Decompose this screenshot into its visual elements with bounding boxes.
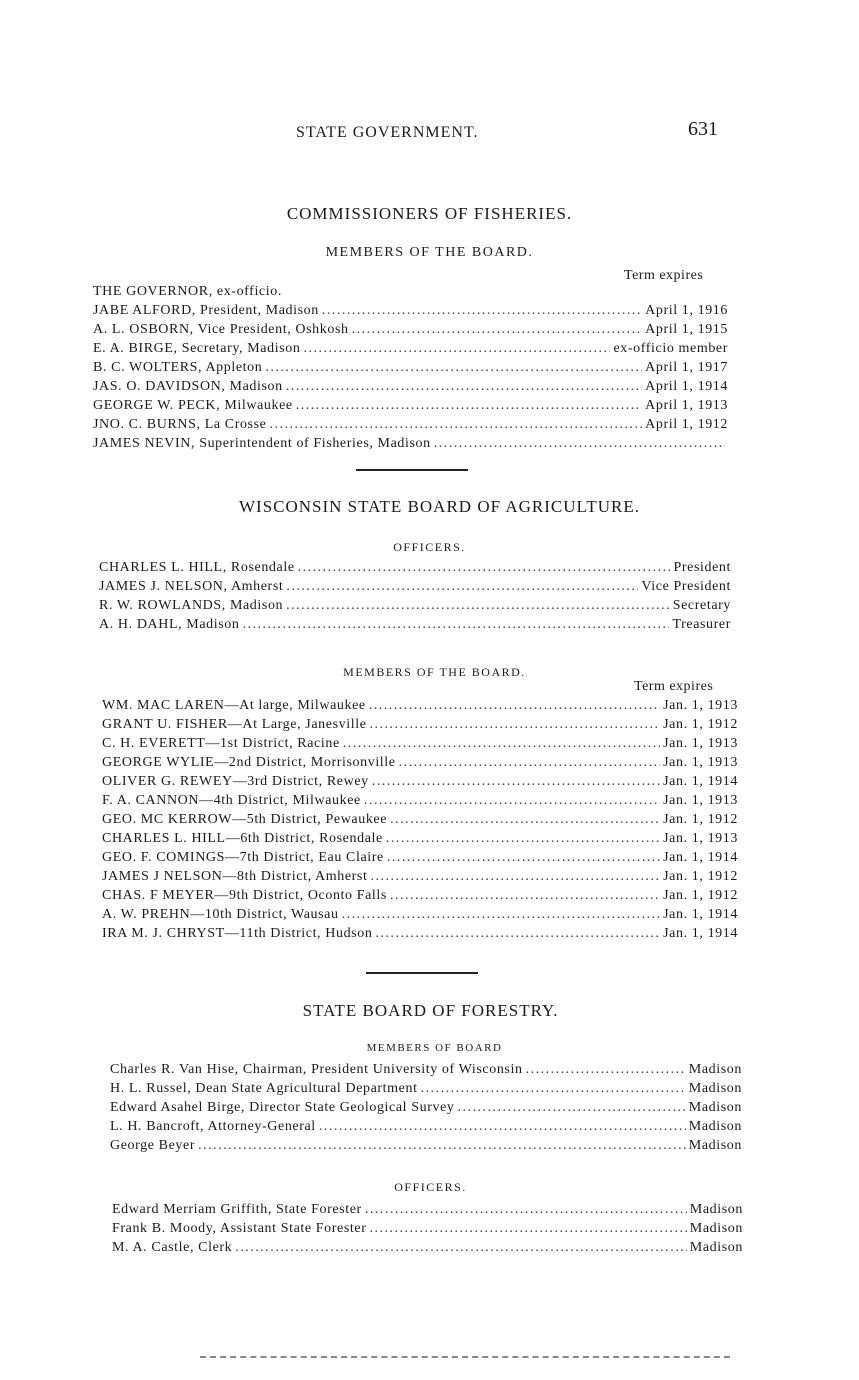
agriculture-officer-row — [99, 579, 731, 598]
dot-leader — [296, 398, 642, 414]
member-term: Jan. 1, 1913 — [663, 698, 738, 713]
officer-name: Frank B. Moody, Assistant State Forester — [112, 1221, 367, 1236]
fisheries-member-row — [93, 379, 728, 398]
fisheries-member-row — [93, 360, 728, 379]
dot-leader — [386, 831, 660, 847]
dot-leader — [319, 1119, 686, 1135]
member-term: Jan. 1, 1912 — [663, 717, 738, 732]
member-place: Madison — [688, 1081, 742, 1096]
dot-leader — [372, 774, 660, 790]
member-name: JAMES J NELSON—8th District, Amherst — [102, 869, 368, 884]
agriculture-member-row — [102, 774, 738, 793]
member-term: April 1, 1913 — [645, 398, 728, 413]
dot-leader — [235, 1240, 687, 1256]
member-name: A. L. OSBORN, Vice President, Oshkosh — [93, 322, 349, 337]
forestry-officer-row — [112, 1240, 743, 1259]
agriculture-member-row — [102, 869, 738, 888]
agriculture-member-row — [102, 698, 738, 717]
member-term: Jan. 1, 1913 — [663, 793, 738, 808]
member-term: Jan. 1, 1914 — [663, 907, 738, 922]
dot-leader — [365, 1202, 687, 1218]
dot-leader — [370, 869, 660, 885]
officer-name: R. W. ROWLANDS, Madison — [99, 598, 284, 613]
member-term: Jan. 1, 1912 — [663, 869, 738, 884]
fisheries-title: COMMISSIONERS OF FISHERIES. — [286, 204, 573, 223]
forestry-member-row — [110, 1138, 742, 1157]
officer-role: President — [673, 560, 731, 575]
member-name: JNO. C. BURNS, La Crosse — [93, 417, 267, 432]
member-name: THE GOVERNOR, ex-officio. — [93, 284, 282, 299]
member-term: April 1, 1917 — [645, 360, 728, 375]
dot-leader — [342, 907, 661, 923]
dot-leader — [458, 1100, 686, 1116]
agriculture-term-label: Term expires — [634, 679, 714, 694]
officer-name: A. H. DAHL, Madison — [99, 617, 240, 632]
member-term: Jan. 1, 1913 — [663, 831, 738, 846]
dot-leader — [286, 579, 638, 595]
agriculture-officer-row — [99, 617, 731, 636]
member-name: L. H. Bancroft, Attorney-General — [110, 1119, 316, 1134]
member-term: Jan. 1, 1914 — [663, 926, 738, 941]
section-divider — [356, 469, 468, 471]
fisheries-term-label: Term expires — [624, 268, 704, 283]
agriculture-members-list — [102, 698, 738, 945]
forestry-member-row — [110, 1100, 742, 1119]
agriculture-member-row — [102, 793, 738, 812]
dot-leader — [198, 1138, 686, 1154]
officer-role: Secretary — [672, 598, 731, 613]
section-divider — [366, 972, 478, 974]
member-term: Jan. 1, 1913 — [663, 736, 738, 751]
member-place: Madison — [688, 1119, 742, 1134]
fisheries-member-row — [93, 398, 728, 417]
dot-leader — [526, 1062, 686, 1078]
member-term: April 1, 1916 — [645, 303, 728, 318]
fisheries-subtitle: MEMBERS OF THE BOARD. — [325, 245, 534, 260]
member-term: April 1, 1914 — [645, 379, 728, 394]
agriculture-member-row — [102, 907, 738, 926]
forestry-member-row — [110, 1081, 742, 1100]
member-name: WM. MAC LAREN—At large, Milwaukee — [102, 698, 366, 713]
fisheries-member-row — [93, 341, 728, 360]
agriculture-member-row — [102, 926, 738, 945]
member-name: GEORGE WYLIE—2nd District, Morrisonville — [102, 755, 396, 770]
member-term: Jan. 1, 1912 — [663, 888, 738, 903]
officer-place: Madison — [689, 1202, 743, 1217]
officer-name: JAMES J. NELSON, Amherst — [99, 579, 284, 594]
agriculture-officer-row — [99, 598, 731, 617]
dot-leader — [286, 379, 642, 395]
fisheries-member-row — [93, 322, 728, 341]
forestry-member-row — [110, 1119, 742, 1138]
agriculture-members-title: MEMBERS OF THE BOARD. — [343, 665, 526, 679]
member-name: C. H. EVERETT—1st District, Racine — [102, 736, 340, 751]
officer-place: Madison — [689, 1240, 743, 1255]
footer-rule — [200, 1356, 730, 1358]
member-place: Madison — [688, 1062, 742, 1077]
member-name: JAMES NEVIN, Superintendent of Fisheries, Madison — [93, 436, 431, 451]
dot-leader — [303, 341, 610, 357]
member-term: ex-officio member — [613, 341, 728, 356]
agriculture-member-row — [102, 831, 738, 850]
officer-name: CHARLES L. HILL, Rosendale — [99, 560, 295, 575]
member-name: GEO. MC KERROW—5th District, Pewaukee — [102, 812, 388, 827]
forestry-member-row — [110, 1062, 742, 1081]
dot-leader — [370, 717, 661, 733]
officer-name: Edward Merriam Griffith, State Forester — [112, 1202, 362, 1217]
fisheries-member-row — [93, 417, 728, 436]
member-name: OLIVER G. REWEY—3rd District, Rewey — [102, 774, 369, 789]
member-name: B. C. WOLTERS, Appleton — [93, 360, 263, 375]
agriculture-member-row — [102, 812, 738, 831]
agriculture-title: WISCONSIN STATE BOARD OF AGRICULTURE. — [238, 497, 640, 516]
officer-role: Vice President — [641, 579, 731, 594]
page-number: 631 — [688, 118, 718, 140]
agriculture-member-row — [102, 755, 738, 774]
dot-leader — [322, 303, 642, 319]
dot-leader — [399, 755, 661, 771]
member-term: April 1, 1915 — [645, 322, 728, 337]
dot-leader — [286, 598, 670, 614]
member-name: JABE ALFORD, President, Madison — [93, 303, 319, 318]
member-name: George Beyer — [110, 1138, 196, 1153]
agriculture-member-row — [102, 717, 738, 736]
agriculture-officers-title: OFFICERS. — [393, 540, 466, 554]
dot-leader — [343, 736, 660, 752]
member-name: GRANT U. FISHER—At Large, Janesville — [102, 717, 367, 732]
fisheries-members-list — [93, 284, 728, 455]
fisheries-member-row — [93, 436, 728, 455]
member-name: IRA M. J. CHRYST—11th District, Hudson — [102, 926, 373, 941]
officer-place: Madison — [689, 1221, 743, 1236]
member-term: Jan. 1, 1913 — [663, 755, 738, 770]
member-name: JAS. O. DAVIDSON, Madison — [93, 379, 283, 394]
dot-leader — [364, 793, 660, 809]
agriculture-officer-row — [99, 560, 731, 579]
agriculture-member-row — [102, 850, 738, 869]
member-name: CHARLES L. HILL—6th District, Rosendale — [102, 831, 383, 846]
dot-leader — [243, 617, 670, 633]
forestry-officers-title: OFFICERS. — [394, 1180, 467, 1194]
agriculture-member-row — [102, 888, 738, 907]
member-name: GEO. F. COMINGS—7th District, Eau Claire — [102, 850, 384, 865]
dot-leader — [375, 926, 660, 942]
dot-leader — [369, 698, 660, 714]
dot-leader — [265, 360, 642, 376]
forestry-members-list — [110, 1062, 742, 1157]
member-term: Jan. 1, 1912 — [663, 812, 738, 827]
forestry-officers-list — [112, 1202, 743, 1259]
member-name: H. L. Russel, Dean State Agricultural Department — [110, 1081, 418, 1096]
officer-name: M. A. Castle, Clerk — [112, 1240, 233, 1255]
forestry-members-title: MEMBERS OF BOARD — [366, 1042, 503, 1054]
fisheries-member-row — [93, 284, 728, 303]
member-place: Madison — [688, 1138, 742, 1153]
running-title: STATE GOVERNMENT. — [296, 124, 479, 141]
forestry-title: STATE BOARD OF FORESTRY. — [302, 1001, 559, 1020]
member-term: Jan. 1, 1914 — [663, 850, 738, 865]
agriculture-member-row — [102, 736, 738, 755]
member-term: Jan. 1, 1914 — [663, 774, 738, 789]
dot-leader — [387, 850, 660, 866]
agriculture-officers-list — [99, 560, 731, 636]
member-name: Charles R. Van Hise, Chairman, President University of Wisconsin — [110, 1062, 523, 1077]
officer-role: Treasurer — [672, 617, 731, 632]
member-name: F. A. CANNON—4th District, Milwaukee — [102, 793, 361, 808]
fisheries-member-row — [93, 303, 728, 322]
member-name: A. W. PREHN—10th District, Wausau — [102, 907, 339, 922]
member-name: CHAS. F MEYER—9th District, Oconto Falls — [102, 888, 387, 903]
forestry-officer-row — [112, 1202, 743, 1221]
dot-leader — [434, 436, 725, 452]
forestry-officer-row — [112, 1221, 743, 1240]
member-name: E. A. BIRGE, Secretary, Madison — [93, 341, 301, 356]
dot-leader — [298, 560, 671, 576]
member-place: Madison — [688, 1100, 742, 1115]
dot-leader — [390, 888, 660, 904]
dot-leader — [369, 1221, 686, 1237]
member-name: GEORGE W. PECK, Milwaukee — [93, 398, 293, 413]
dot-leader — [421, 1081, 686, 1097]
dot-leader — [269, 417, 642, 433]
member-name: Edward Asahel Birge, Director State Geological Survey — [110, 1100, 455, 1115]
dot-leader — [390, 812, 660, 828]
member-term: April 1, 1912 — [645, 417, 728, 432]
dot-leader — [352, 322, 643, 338]
